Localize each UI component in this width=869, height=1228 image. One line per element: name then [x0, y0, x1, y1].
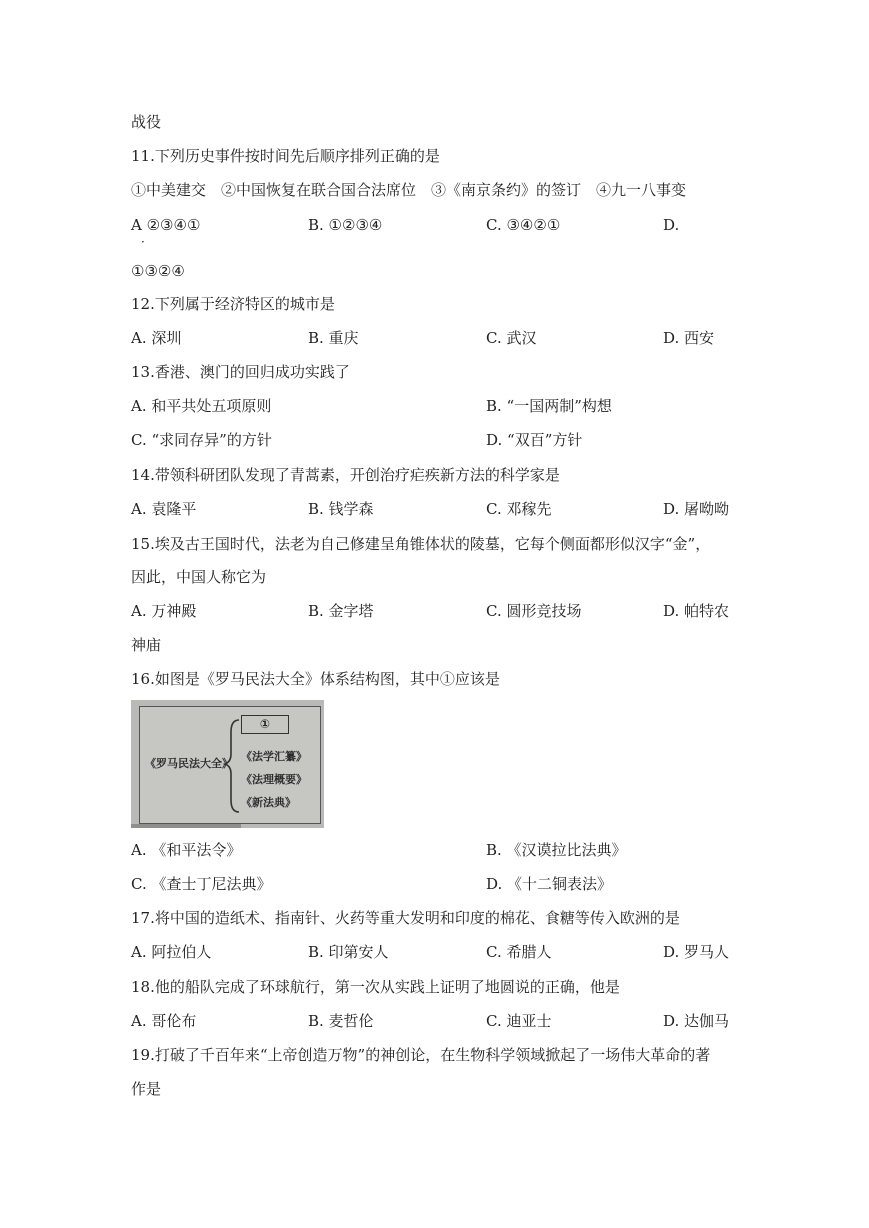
question-stem: 12.下列属于经济特区的城市是 — [131, 295, 335, 313]
option-b[interactable]: B. 重庆 — [308, 329, 359, 347]
option-d[interactable]: D. “双百”方针 — [486, 431, 583, 449]
option-a[interactable]: A. 万神殿 — [131, 602, 197, 620]
question-stem-continued: 作是 — [131, 1080, 162, 1098]
option-d[interactable]: D. 西安 — [663, 329, 715, 347]
stray-dot: · — [141, 235, 145, 249]
option-c[interactable]: C. 邓稼先 — [486, 500, 552, 518]
scan-smudge — [131, 824, 241, 828]
question-stem: 19.打破了千百年来“上帝创造万物”的神创论，在生物科学领域掀起了一场伟大革命的著 — [131, 1046, 711, 1064]
option-d[interactable]: D. 屠呦呦 — [663, 500, 730, 518]
diagram-main-label: 《罗马民法大全》 — [145, 757, 233, 770]
question-stem-continued: 因此，中国人称它为 — [131, 568, 267, 586]
option-c[interactable]: C. ③④②① — [486, 216, 561, 234]
option-b[interactable]: B. 印第安人 — [308, 943, 389, 961]
option-c[interactable]: C. 希腊人 — [486, 943, 552, 961]
question-stem: 14.带领科研团队发现了青蒿素，开创治疗疟疾新方法的科学家是 — [131, 466, 560, 484]
option-d[interactable]: D. 帕特农 — [663, 602, 730, 620]
option-c[interactable]: C. 《查士丁尼法典》 — [131, 875, 272, 893]
question-stem: 11.下列历史事件按时间先后顺序排列正确的是 — [131, 147, 440, 165]
diagram-blank-box: ① — [241, 715, 289, 734]
question-items: ①中美建交 ②中国恢复在联合国合法席位 ③《南京条约》的签订 ④九一八事变 — [131, 181, 687, 199]
question-stem: 18.他的船队完成了环球航行，第一次从实践上证明了地圆说的正确，他是 — [131, 978, 620, 996]
option-a[interactable]: A. 和平共处五项原则 — [131, 397, 272, 415]
diagram-sub-label: 《新法典》 — [241, 796, 296, 809]
option-b[interactable]: B. 金字塔 — [308, 602, 374, 620]
option-a[interactable]: A. 袁隆平 — [131, 500, 197, 518]
option-c[interactable]: C. “求同存异”的方针 — [131, 431, 272, 449]
option-d-continued: ①③②④ — [131, 262, 185, 280]
diagram-sub-label: 《法理概要》 — [241, 773, 307, 786]
option-b[interactable]: B. 麦哲伦 — [308, 1012, 374, 1030]
option-a[interactable]: A. 《和平法令》 — [131, 841, 242, 859]
option-b[interactable]: B. “一国两制”构想 — [486, 397, 612, 415]
option-a[interactable]: A. 阿拉伯人 — [131, 943, 212, 961]
option-c[interactable]: C. 迪亚士 — [486, 1012, 552, 1030]
option-b[interactable]: B. 《汉谟拉比法典》 — [486, 841, 627, 859]
question-stem: 16.如图是《罗马民法大全》体系结构图，其中①应该是 — [131, 670, 500, 688]
option-d[interactable]: D. 《十二铜表法》 — [486, 875, 613, 893]
option-c[interactable]: C. 圆形竞技场 — [486, 602, 582, 620]
option-a[interactable]: A ②③④① — [131, 216, 201, 234]
question-stem: 13.香港、澳门的回归成功实践了 — [131, 363, 350, 381]
option-d[interactable]: D. — [663, 216, 680, 234]
option-b[interactable]: B. 钱学森 — [308, 500, 374, 518]
option-a[interactable]: A. 深圳 — [131, 329, 182, 347]
option-a[interactable]: A. 哥伦布 — [131, 1012, 197, 1030]
option-b[interactable]: B. ①②③④ — [308, 216, 383, 234]
question-stem: 17.将中国的造纸术、指南针、火药等重大发明和印度的棉花、食糖等传入欧洲的是 — [131, 909, 680, 927]
previous-question-tail: 战役 — [131, 113, 162, 131]
roman-law-structure-diagram — [131, 700, 324, 828]
option-d[interactable]: D. 罗马人 — [663, 943, 730, 961]
option-c[interactable]: C. 武汉 — [486, 329, 537, 347]
option-d[interactable]: D. 达伽马 — [663, 1012, 730, 1030]
option-d-continued: 神庙 — [131, 636, 162, 654]
question-stem: 15.埃及古王国时代，法老为自己修建呈角锥体状的陵墓，它每个侧面都形似汉字“金”， — [131, 535, 711, 553]
diagram-sub-label: 《法学汇纂》 — [241, 750, 307, 763]
